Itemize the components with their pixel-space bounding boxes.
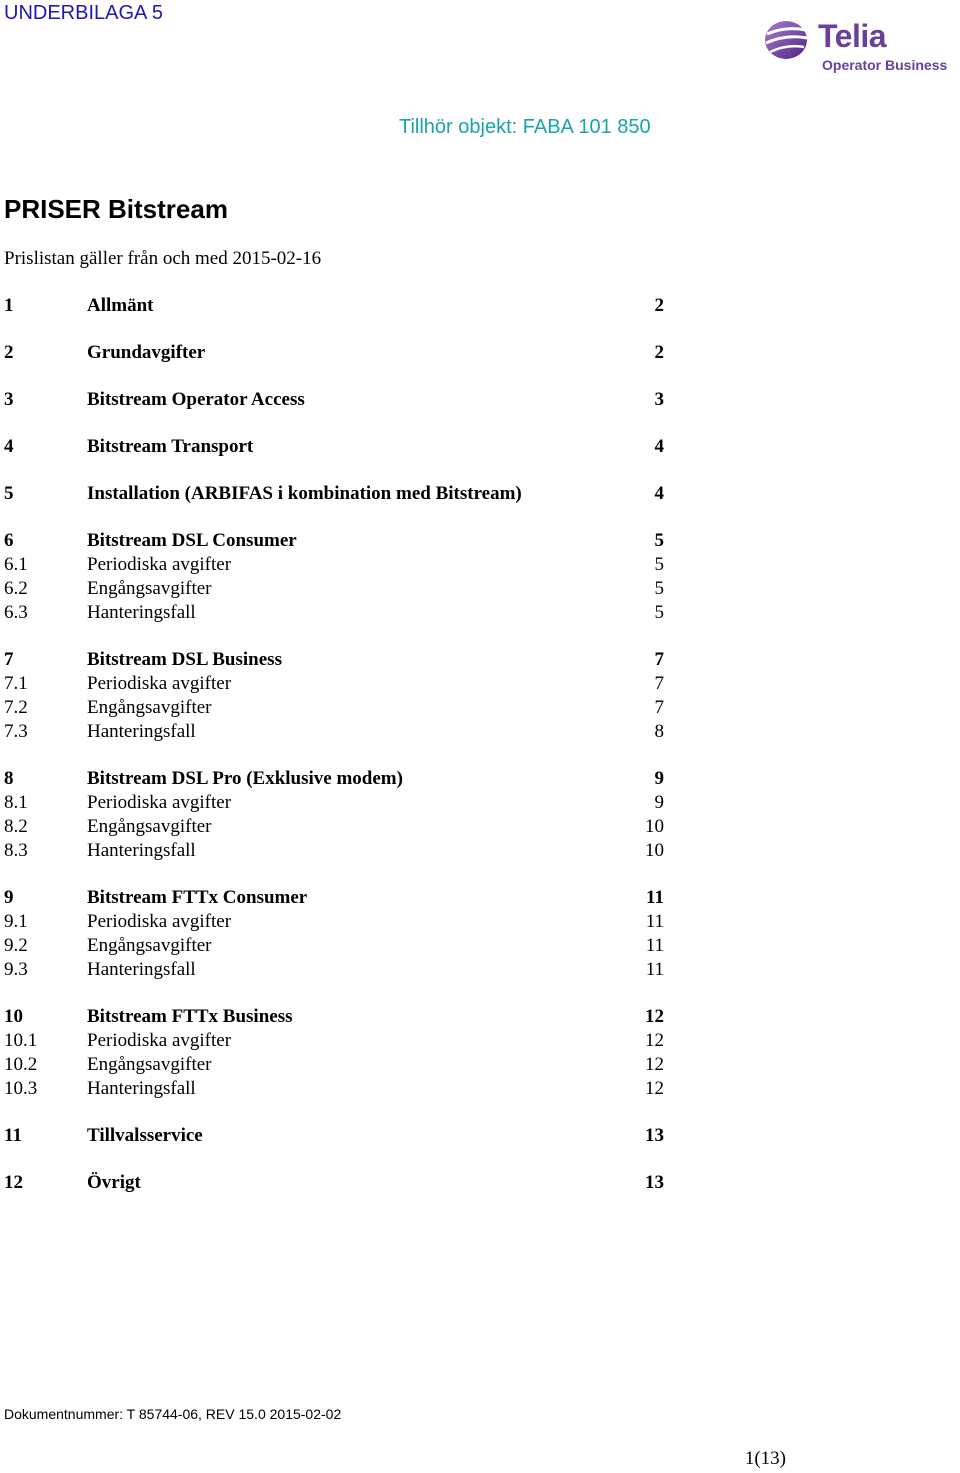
toc-entry[interactable] bbox=[4, 815, 664, 839]
toc-entry-page: 13 bbox=[645, 1172, 664, 1193]
logo-wordmark: Telia bbox=[818, 18, 887, 54]
toc-entry-title: Bitstream DSL Business bbox=[87, 649, 282, 670]
toc-entry-page: 3 bbox=[654, 389, 664, 410]
toc-entry-title: Hanteringsfall bbox=[87, 959, 196, 980]
toc-entry-page: 12 bbox=[645, 1078, 664, 1099]
toc-entry[interactable] bbox=[4, 1124, 664, 1148]
validity-date: Prislistan gäller från och med 2015-02-16 bbox=[4, 248, 322, 269]
toc-entry-number: 7.3 bbox=[4, 721, 28, 742]
toc-entry[interactable] bbox=[4, 435, 664, 459]
toc-entry[interactable] bbox=[4, 648, 664, 672]
toc-entry[interactable] bbox=[4, 1005, 664, 1029]
telia-pebble-icon bbox=[762, 14, 812, 64]
toc-entry-page: 12 bbox=[645, 1030, 664, 1051]
toc-entry-title: Bitstream DSL Pro (Exklusive modem) bbox=[87, 768, 403, 789]
toc-entry[interactable] bbox=[4, 720, 664, 744]
toc-entry-number: 10.1 bbox=[4, 1030, 38, 1051]
toc-entry-number: 8.1 bbox=[4, 792, 28, 813]
toc-entry-title: Periodiska avgifter bbox=[87, 554, 232, 575]
toc-entry-title: Hanteringsfall bbox=[87, 840, 196, 861]
toc-entry[interactable] bbox=[4, 482, 664, 506]
toc-entry-page: 13 bbox=[645, 1125, 664, 1146]
toc-entry-title: Bitstream FTTx Business bbox=[87, 1006, 293, 1027]
toc-entry[interactable] bbox=[4, 388, 664, 412]
toc-entry-page: 9 bbox=[654, 768, 664, 789]
toc-entry-title: Bitstream Operator Access bbox=[87, 389, 305, 410]
toc-entry-page: 11 bbox=[645, 935, 664, 956]
toc-entry[interactable] bbox=[4, 672, 664, 696]
toc-entry-number: 9.2 bbox=[4, 935, 28, 956]
toc-entry-title: Engångsavgifter bbox=[87, 816, 212, 837]
toc-entry-page: 11 bbox=[645, 959, 664, 980]
toc-entry-page: 4 bbox=[654, 436, 664, 457]
toc-entry-title: Bitstream Transport bbox=[87, 436, 254, 457]
toc-entry-title: Övrigt bbox=[87, 1172, 141, 1193]
toc-entry-title: Bitstream DSL Consumer bbox=[87, 530, 297, 551]
table-of-contents bbox=[4, 294, 664, 1195]
toc-entry-title: Hanteringsfall bbox=[87, 1078, 196, 1099]
toc-entry-number: 8.2 bbox=[4, 816, 28, 837]
toc-entry[interactable] bbox=[4, 341, 664, 365]
toc-entry-number: 10.2 bbox=[4, 1054, 38, 1075]
toc-entry-title: Engångsavgifter bbox=[87, 935, 212, 956]
toc-entry-page: 4 bbox=[654, 483, 664, 504]
toc-entry[interactable] bbox=[4, 1029, 664, 1053]
toc-entry-page: 8 bbox=[654, 721, 664, 742]
document-number: Dokumentnummer: T 85744-06, REV 15.0 2015-02-02 bbox=[4, 1406, 342, 1422]
toc-entry-title: Grundavgifter bbox=[87, 342, 206, 363]
toc-entry-number: 6.3 bbox=[4, 602, 28, 623]
toc-entry-page: 5 bbox=[654, 578, 664, 599]
toc-entry-page: 12 bbox=[645, 1006, 664, 1027]
toc-entry-number: 7.1 bbox=[4, 673, 28, 694]
toc-entry-number: 9 bbox=[4, 887, 14, 908]
toc-entry-title: Bitstream FTTx Consumer bbox=[87, 887, 308, 908]
toc-entry[interactable] bbox=[4, 791, 664, 815]
toc-entry[interactable] bbox=[4, 601, 664, 625]
toc-entry-number: 11 bbox=[4, 1125, 22, 1146]
toc-entry-number: 9.3 bbox=[4, 959, 28, 980]
toc-entry-page: 5 bbox=[654, 602, 664, 623]
toc-entry-title: Hanteringsfall bbox=[87, 602, 196, 623]
toc-entry[interactable] bbox=[4, 696, 664, 720]
toc-entry[interactable] bbox=[4, 1171, 664, 1195]
toc-entry-title: Engångsavgifter bbox=[87, 697, 212, 718]
toc-entry-page: 10 bbox=[645, 816, 664, 837]
toc-entry[interactable] bbox=[4, 294, 664, 318]
toc-entry[interactable] bbox=[4, 1077, 664, 1101]
toc-entry-title: Periodiska avgifter bbox=[87, 792, 232, 813]
toc-entry-page: 11 bbox=[645, 911, 664, 932]
toc-entry[interactable] bbox=[4, 767, 664, 791]
object-reference: Tillhör objekt: FABA 101 850 bbox=[399, 116, 651, 138]
toc-entry-title: Engångsavgifter bbox=[87, 1054, 212, 1075]
toc-entry-page: 12 bbox=[645, 1054, 664, 1075]
toc-entry-title: Hanteringsfall bbox=[87, 721, 196, 742]
toc-entry-number: 8.3 bbox=[4, 840, 28, 861]
toc-entry-number: 3 bbox=[4, 389, 14, 410]
toc-entry-page: 11 bbox=[646, 887, 664, 908]
toc-entry-number: 4 bbox=[4, 436, 14, 457]
toc-entry[interactable] bbox=[4, 910, 664, 934]
logo-subtitle: Operator Business bbox=[822, 57, 948, 73]
toc-entry-page: 7 bbox=[654, 649, 664, 670]
toc-entry-page: 9 bbox=[654, 792, 664, 813]
toc-entry-page: 2 bbox=[654, 295, 664, 316]
toc-entry[interactable] bbox=[4, 1053, 664, 1077]
toc-entry-number: 10.3 bbox=[4, 1078, 38, 1099]
toc-entry-page: 7 bbox=[654, 697, 664, 718]
toc-entry-page: 7 bbox=[654, 673, 664, 694]
toc-entry-number: 6.2 bbox=[4, 578, 28, 599]
toc-entry-title: Periodiska avgifter bbox=[87, 673, 232, 694]
toc-entry-number: 7 bbox=[4, 649, 14, 670]
toc-entry-title: Allmänt bbox=[87, 295, 154, 316]
toc-entry-number: 1 bbox=[4, 295, 14, 316]
toc-entry-number: 8 bbox=[4, 768, 14, 789]
toc-entry[interactable] bbox=[4, 577, 664, 601]
toc-entry-number: 5 bbox=[4, 483, 14, 504]
toc-entry-title: Engångsavgifter bbox=[87, 578, 212, 599]
toc-entry[interactable] bbox=[4, 958, 664, 982]
toc-entry-title: Periodiska avgifter bbox=[87, 1030, 232, 1051]
document-title: PRISER Bitstream bbox=[4, 194, 228, 224]
toc-entry-title: Tillvalsservice bbox=[87, 1125, 203, 1146]
page-indicator: 1(13) bbox=[744, 1448, 786, 1469]
toc-entry-number: 10 bbox=[4, 1006, 23, 1027]
toc-entry-page: 5 bbox=[654, 554, 664, 575]
toc-entry[interactable] bbox=[4, 529, 664, 553]
toc-entry-title: Installation (ARBIFAS i kombination med Bitstream) bbox=[87, 483, 522, 504]
toc-entry[interactable] bbox=[4, 886, 664, 910]
toc-entry-title: Periodiska avgifter bbox=[87, 911, 232, 932]
toc-entry[interactable] bbox=[4, 839, 664, 863]
toc-entry-page: 5 bbox=[654, 530, 664, 551]
annex-label: UNDERBILAGA 5 bbox=[4, 2, 163, 24]
toc-entry-number: 9.1 bbox=[4, 911, 28, 932]
toc-entry-number: 12 bbox=[4, 1172, 23, 1193]
toc-entry-number: 6 bbox=[4, 530, 14, 551]
toc-entry[interactable] bbox=[4, 553, 664, 577]
toc-entry-number: 2 bbox=[4, 342, 14, 363]
toc-entry-number: 7.2 bbox=[4, 697, 28, 718]
toc-entry[interactable] bbox=[4, 934, 664, 958]
toc-entry-page: 10 bbox=[645, 840, 664, 861]
toc-entry-number: 6.1 bbox=[4, 554, 28, 575]
telia-logo bbox=[762, 12, 954, 78]
toc-entry-page: 2 bbox=[654, 342, 664, 363]
